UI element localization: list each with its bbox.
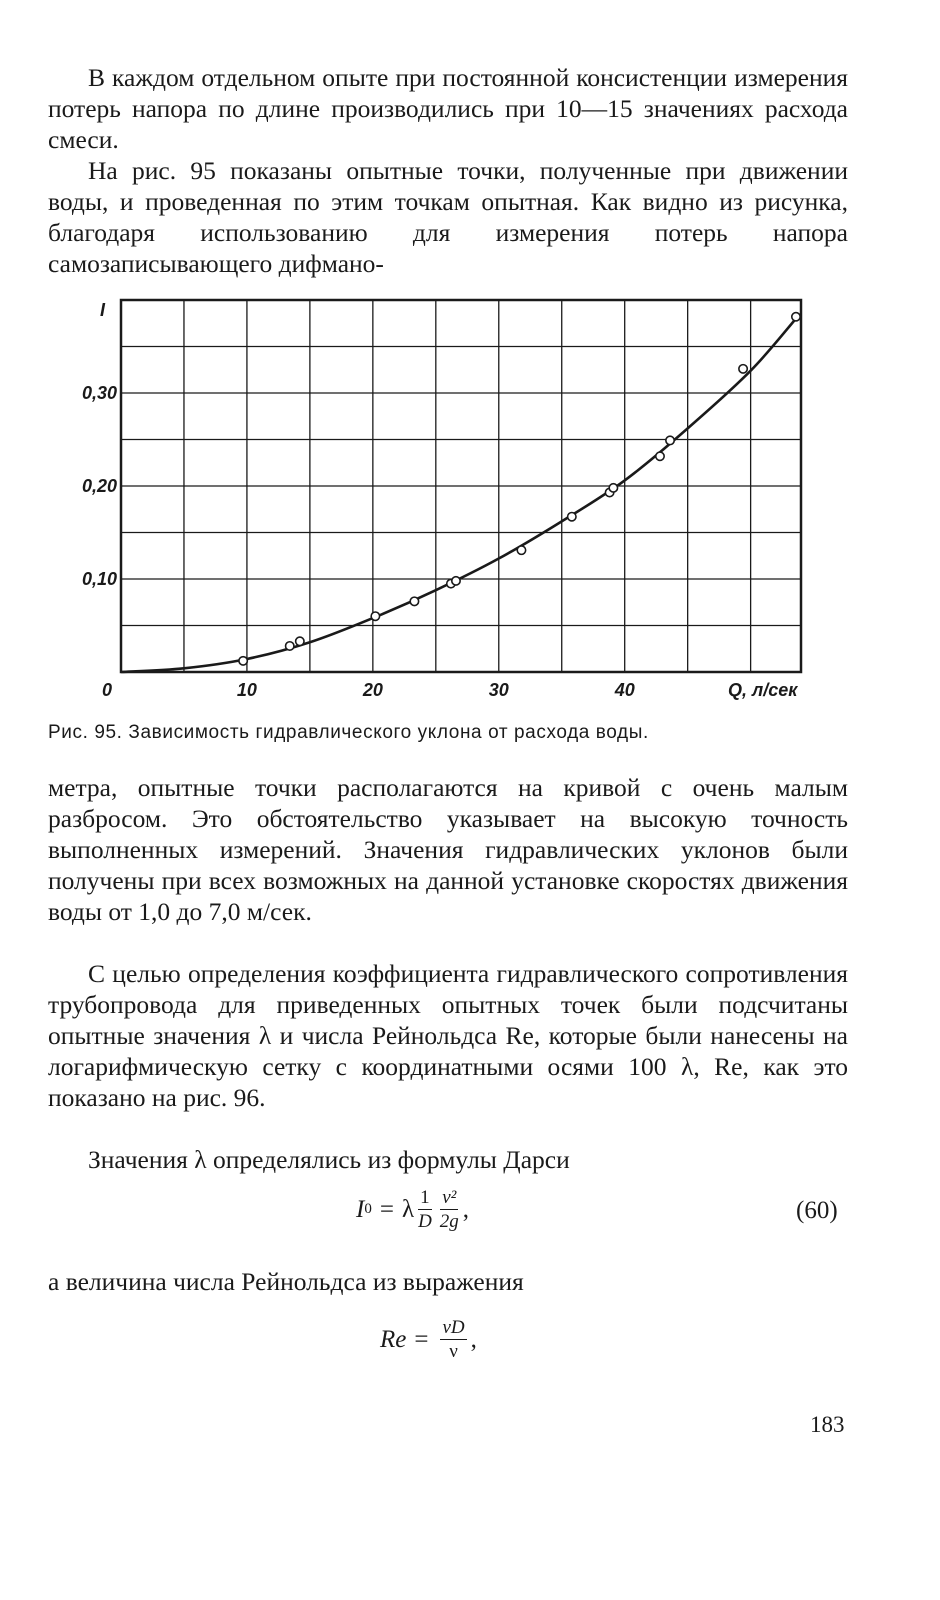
paragraph-4: С целью определения коэффициента гидравлического сопротивления трубопровода для приведенных опытных точек были подсчитаны опытные значения λ и числа Рейнольдса Re, которые были нанесены на логарифмическую сетку с координатными осями 100 λ, Re, как это показано на рис. 96.: [48, 959, 848, 1112]
paragraph-3: метра, опытные точки располагаются на кривой с очень малым разбросом. Это обстоятельство указывает на высокую точность выполненных измерений. Значения гидравлических уклонов были получены при всех возможных на данной установке скоростях движения воды от 1,0 до 7,0 м/сек.: [48, 773, 848, 926]
y-tick-label: 0,30: [81, 383, 117, 403]
data-point: [656, 452, 664, 460]
formula2-eq: =: [414, 1325, 429, 1353]
fit-curve-layer: [121, 319, 796, 672]
equation-number: (60): [796, 1197, 838, 1224]
data-point: [792, 313, 800, 321]
reynolds-formula: [380, 1318, 477, 1361]
data-point: [609, 484, 617, 492]
formula2-lhs: Re: [380, 1325, 407, 1353]
y-axis-label: I: [100, 300, 106, 320]
data-point: [371, 612, 379, 620]
data-point: [568, 512, 576, 520]
paragraph-2: На рис. 95 показаны опытные точки, полученные при движении воды, и проведенная по этим точкам опытная. Как видно из рисунка, благодаря использованию для измерения потерь напора самозаписывающего дифмано-: [48, 156, 848, 278]
data-point: [296, 637, 304, 645]
formula1-f1-num: 1: [420, 1187, 430, 1208]
formula1-lhs-sub: 0: [364, 1201, 372, 1217]
formula1-fraction-2: [440, 1188, 459, 1231]
formula2-den: ν: [449, 1341, 458, 1362]
formula2-fraction: [440, 1318, 466, 1361]
chart-grid: [121, 300, 801, 672]
data-point: [239, 657, 247, 665]
data-point: [452, 577, 460, 585]
formula1-lambda: λ: [401, 1195, 415, 1223]
formula1-lhs: I: [356, 1195, 365, 1223]
data-point: [286, 642, 294, 650]
data-point: [410, 597, 418, 605]
paragraph-5: Значения λ определялись из формулы Дарси: [88, 1145, 570, 1174]
data-points-layer: [239, 313, 800, 665]
x-tick-label: 40: [614, 680, 635, 700]
x-tick-label: 10: [236, 680, 257, 700]
x-tick-label: 20: [362, 680, 383, 700]
data-point: [517, 546, 525, 554]
formula1-fraction-1: [418, 1188, 432, 1231]
y-tick-label: 0,20: [81, 476, 117, 496]
darcy-formula: [356, 1188, 469, 1231]
paragraph-1: В каждом отдельном опыте при постоянной консистенции измерения потерь напора по длине производились при 10—15 значениях расхода смеси.: [48, 63, 848, 154]
data-point: [666, 436, 674, 444]
formula1-f1-den: D: [418, 1211, 432, 1232]
origin-label: 0: [102, 680, 113, 700]
x-tick-label: 30: [488, 680, 509, 700]
x-axis-label: Q, л/сек: [728, 680, 798, 700]
tick-labels-layer: [82, 383, 635, 700]
paragraph-6: а величина числа Рейнольдса из выражения: [48, 1267, 524, 1296]
formula1-eq: =: [379, 1195, 394, 1223]
y-tick-label: 0,10: [81, 569, 117, 589]
formula2-tail: ,: [470, 1325, 477, 1353]
figure-95-chart: [81, 292, 820, 707]
formula2-num: vD: [442, 1317, 465, 1338]
figure-caption: Рис. 95. Зависимость гидравлического уклона от расхода воды.: [48, 722, 649, 743]
data-point: [739, 365, 747, 373]
formula1-tail: ,: [462, 1195, 470, 1223]
fit-curve-line: [121, 319, 796, 672]
page-number: 183: [810, 1412, 845, 1437]
formula1-f2-num: v²: [442, 1187, 457, 1208]
formula1-f2-den: 2g: [439, 1211, 459, 1232]
